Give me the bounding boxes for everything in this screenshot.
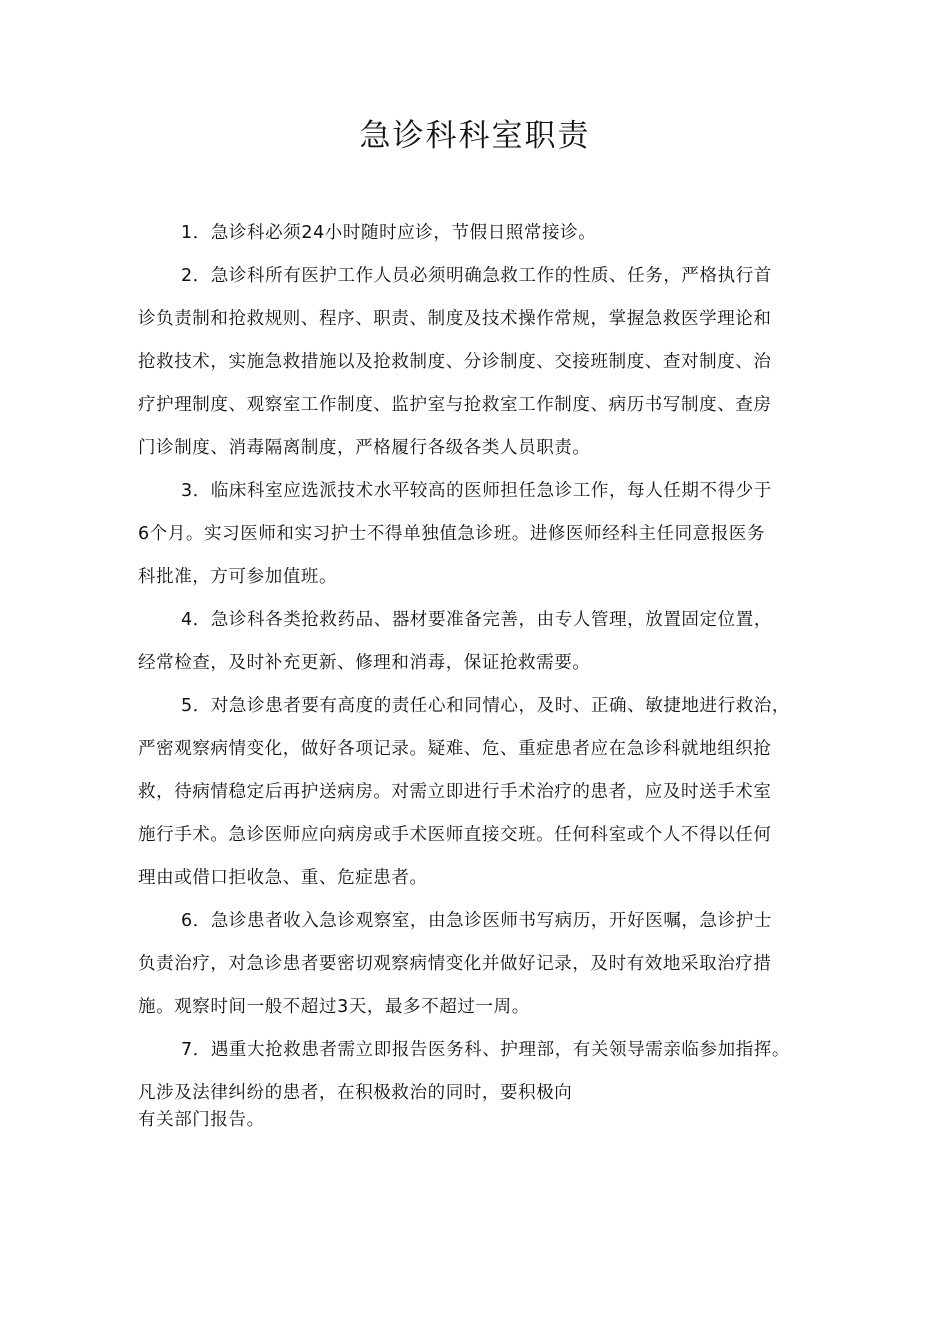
- paragraph-2-line-4: 疗护理制度、观察室工作制度、监护室与抢救室工作制度、病历书写制度、查房: [138, 395, 772, 415]
- paragraph-7-line-3: 有关部门报告。: [138, 1110, 265, 1130]
- paragraph-6-line-3: 施。观察时间一般不超过3天，最多不超过一周。: [138, 997, 530, 1017]
- paragraph-4-line-1: 4．急诊科各类抢救药品、器材要准备完善，由专人管理，放置固定位置，: [181, 610, 772, 630]
- paragraph-5-line-4: 施行手术。急诊医师应向病房或手术医师直接交班。任何科室或个人不得以任何: [138, 825, 772, 845]
- document-title: 急诊科科室职责: [359, 118, 591, 154]
- paragraph-6-line-1: 6．急诊患者收入急诊观察室，由急诊医师书写病历，开好医嘱，急诊护士: [181, 911, 772, 931]
- paragraph-5-line-2: 严密观察病情变化，做好各项记录。疑难、危、重症患者应在急诊科就地组织抢: [138, 739, 772, 759]
- paragraph-4-line-2: 经常检查，及时补充更新、修理和消毒，保证抢救需要。: [138, 653, 591, 673]
- paragraph-5-line-1: 5．对急诊患者要有高度的责任心和同情心，及时、正确、敏捷地进行救治，: [181, 696, 791, 716]
- paragraph-3-line-2: 6个月。实习医师和实习护士不得单独值急诊班。进修医师经科主任同意报医务: [138, 524, 766, 544]
- paragraph-6-line-2: 负责治疗，对急诊患者要密切观察病情变化并做好记录，及时有效地采取治疗措: [138, 954, 772, 974]
- paragraph-2-line-1: 2．急诊科所有医护工作人员必须明确急救工作的性质、任务，严格执行首: [181, 266, 772, 286]
- paragraph-7-line-1: 7．遇重大抢救患者需立即报告医务科、护理部，有关领导需亲临参加指挥。: [181, 1040, 791, 1060]
- paragraph-2-line-2: 诊负责制和抢救规则、程序、职责、制度及技术操作常规，掌握急救医学理论和: [138, 309, 772, 329]
- paragraph-5-line-5: 理由或借口拒收急、重、危症患者。: [138, 868, 428, 888]
- paragraph-7-line-2: 凡涉及法律纠纷的患者，在积极救治的同时，要积极向: [138, 1083, 573, 1103]
- paragraph-5-line-3: 救，待病情稳定后再护送病房。对需立即进行手术治疗的患者，应及时送手术室: [138, 782, 772, 802]
- paragraph-3-line-3: 科批准，方可参加值班。: [138, 567, 338, 587]
- paragraph-2-line-3: 抢救技术，实施急救措施以及抢救制度、分诊制度、交接班制度、查对制度、治: [138, 352, 772, 372]
- paragraph-2-line-5: 门诊制度、消毒隔离制度，严格履行各级各类人员职责。: [138, 438, 591, 458]
- paragraph-1-line-1: 1．急诊科必须24小时随时应诊，节假日照常接诊。: [181, 223, 597, 243]
- paragraph-3-line-1: 3．临床科室应选派技术水平较高的医师担任急诊工作，每人任期不得少于: [181, 481, 772, 501]
